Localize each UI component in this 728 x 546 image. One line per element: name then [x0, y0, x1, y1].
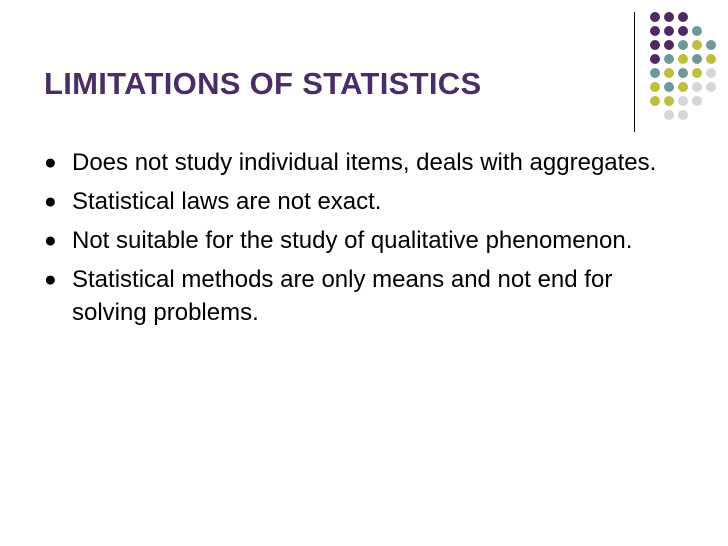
- decor-dot: [664, 110, 674, 120]
- decor-dot: [664, 12, 674, 22]
- bullet-item: [44, 146, 684, 179]
- decor-dot: [692, 40, 702, 50]
- bullet-icon: ●: [44, 151, 57, 174]
- bullet-icon: ●: [44, 229, 57, 252]
- decor-dot: [678, 96, 688, 106]
- decor-dot: [678, 110, 688, 120]
- bullet-item: [44, 263, 684, 329]
- bullet-item: [44, 224, 684, 257]
- decor-dot: [678, 12, 688, 22]
- decor-dot: [692, 96, 702, 106]
- decor-dot: [692, 54, 702, 64]
- decor-dot: [678, 68, 688, 78]
- decor-dot: [650, 96, 660, 106]
- slide-title: LIMITATIONS OF STATISTICS: [44, 66, 482, 101]
- decor-dot: [706, 68, 716, 78]
- decor-dot: [650, 54, 660, 64]
- bullet-icon: ●: [44, 268, 57, 291]
- decor-dot: [664, 68, 674, 78]
- decor-dot: [650, 12, 660, 22]
- decor-dot: [678, 82, 688, 92]
- decor-dot: [692, 68, 702, 78]
- bullet-list: [44, 146, 684, 335]
- decor-dot: [664, 26, 674, 36]
- decor-dot: [692, 26, 702, 36]
- decor-dot: [650, 26, 660, 36]
- decor-dot: [706, 54, 716, 64]
- decor-dot: [664, 54, 674, 64]
- decor-dot: [692, 82, 702, 92]
- decor-dot: [706, 82, 716, 92]
- bullet-text: Statistical methods are only means and not end for solving problems.: [72, 266, 613, 326]
- divider-line: [634, 12, 635, 132]
- decor-dot: [650, 68, 660, 78]
- decor-dot: [650, 40, 660, 50]
- decor-dot: [664, 82, 674, 92]
- decor-dot: [650, 82, 660, 92]
- bullet-icon: ●: [44, 190, 57, 213]
- bullet-text: Not suitable for the study of qualitative phenomenon.: [72, 227, 633, 254]
- decor-dot: [678, 26, 688, 36]
- bullet-item: [44, 185, 684, 218]
- decor-dot: [664, 40, 674, 50]
- decor-dot: [706, 40, 716, 50]
- decor-dot: [664, 96, 674, 106]
- bullet-text: Statistical laws are not exact.: [72, 188, 382, 215]
- decor-dot: [678, 40, 688, 50]
- bullet-text: Does not study individual items, deals with aggregates.: [72, 149, 657, 176]
- decor-dot: [678, 54, 688, 64]
